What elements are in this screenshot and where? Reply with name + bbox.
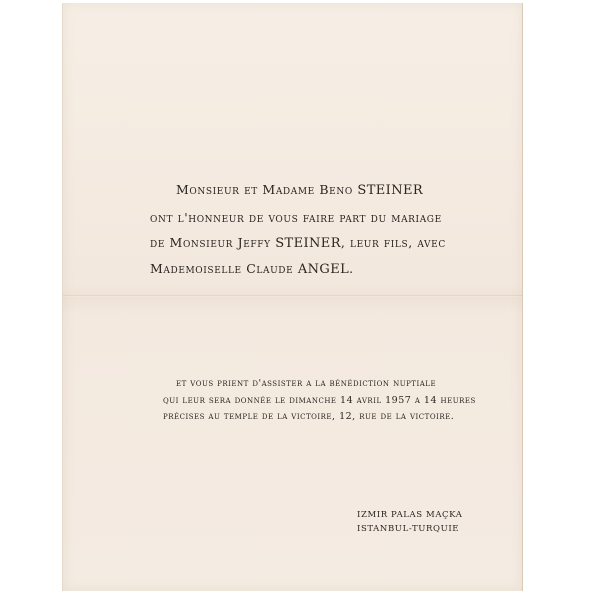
announcement-line-4	[150, 261, 354, 277]
invitation-line-1: et vous prient d'assister a la bénédiction nuptiale	[176, 378, 437, 389]
announcement-line-4-name: ANGEL	[297, 262, 350, 277]
announcement-line-2	[150, 210, 442, 225]
announcement-line-3-suffix: , leur fils, avec	[340, 235, 446, 250]
announcement-line-1-name: STEINER	[357, 183, 424, 198]
announcement-line-4-prefix: Mademoiselle Claude	[150, 261, 298, 276]
address-line-1: IZMIR PALAS MAÇKA	[357, 510, 463, 520]
invitation-line-2: qui leur sera donnée le dimanche 14 avril 1957 a 14 heures	[163, 395, 476, 406]
announcement-line-2-text: ont l'honneur de vous faire part du mariage	[150, 210, 442, 225]
address-line-2: ISTANBUL-TURQUIE	[357, 524, 460, 534]
announcement-line-3	[150, 235, 446, 251]
announcement-line-4-suffix: .	[349, 261, 354, 276]
card-fold-line	[63, 295, 522, 297]
announcement-line-3-prefix: de Monsieur Jeffy	[150, 235, 276, 250]
invitation-line-3: précises au temple de la victoire, 12, rue de la victoire.	[163, 411, 455, 422]
invitation-card	[62, 3, 523, 591]
announcement-line-1-prefix: Monsieur et Madame Beno	[176, 182, 358, 197]
announcement-line-1	[176, 182, 423, 198]
announcement-line-3-name: STEINER	[275, 236, 341, 251]
